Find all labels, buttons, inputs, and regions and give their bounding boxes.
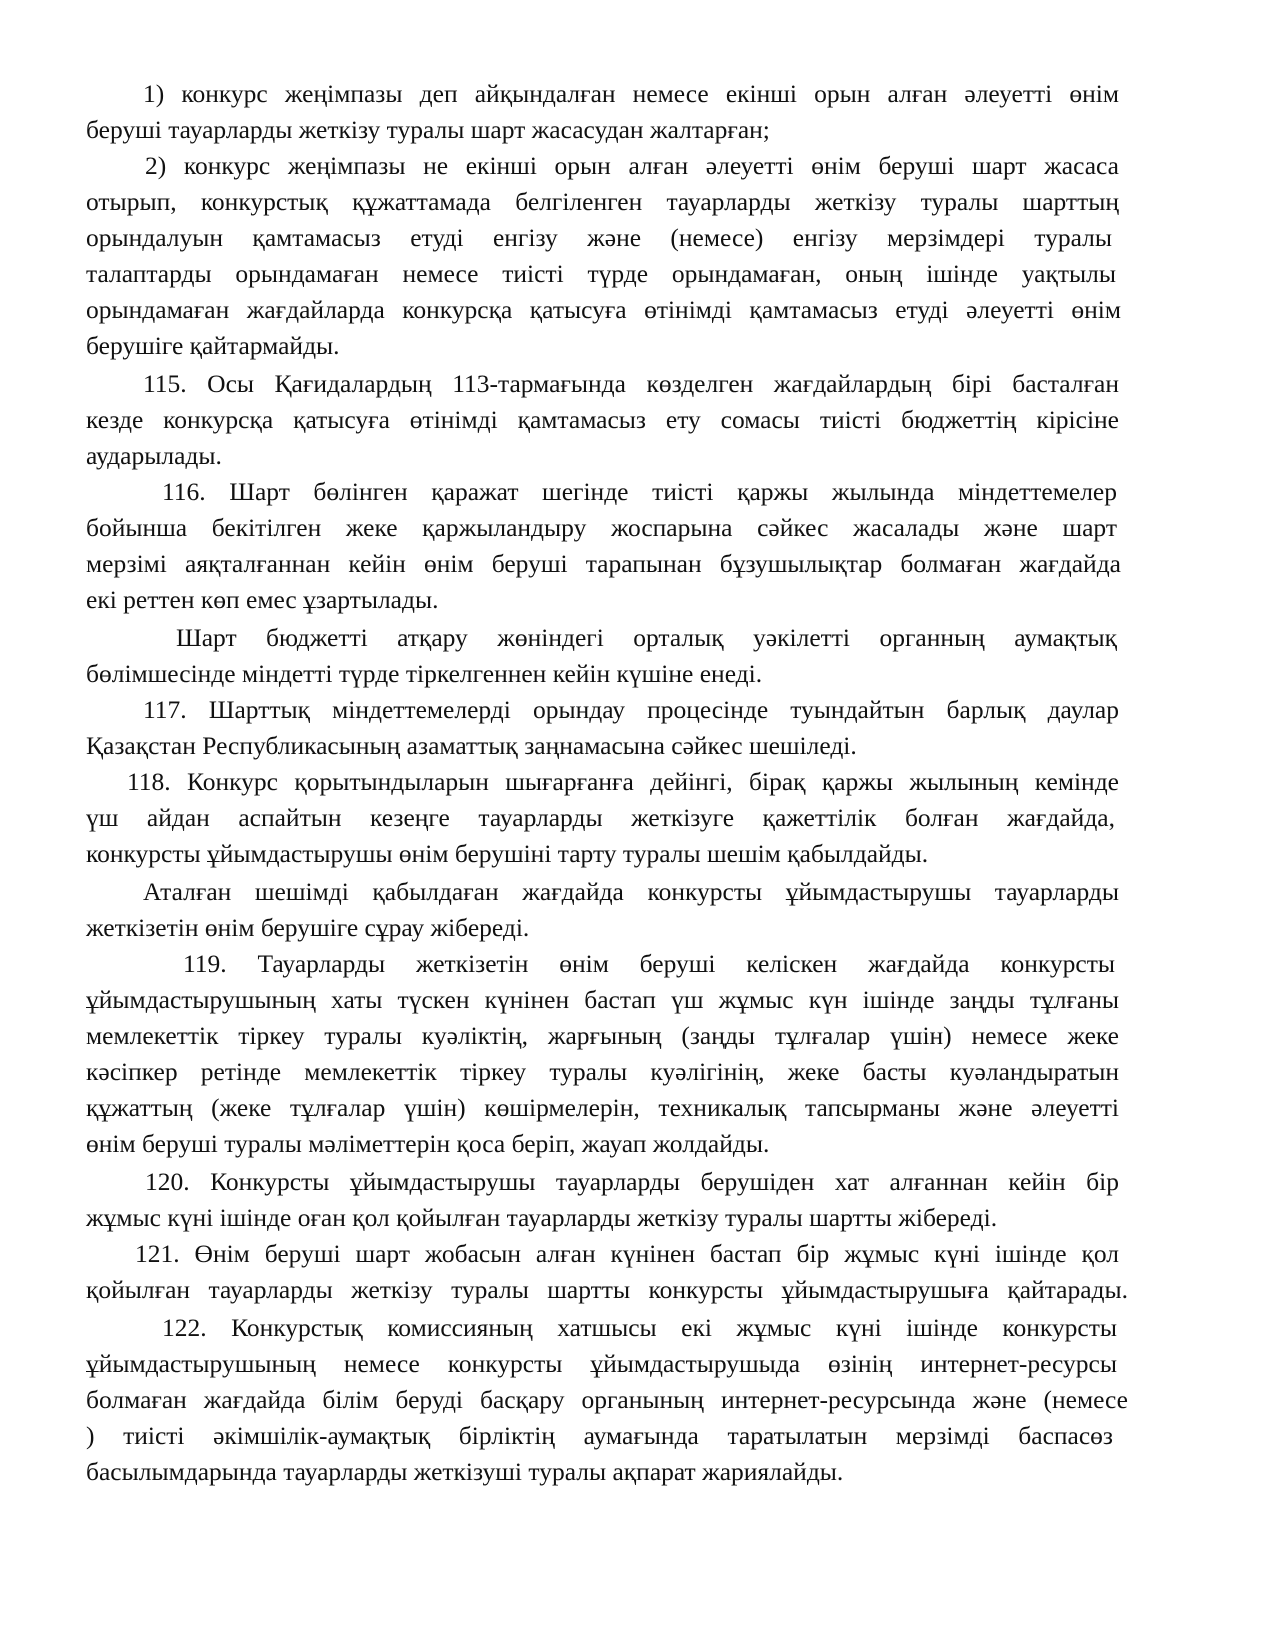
clause-116b-line-1: Шарт бюджетті атқару жөніндегі орталық уәкілетті органның аумақтық (176, 623, 1117, 652)
clause-121-line-2: қойылған тауарларды жеткізу туралы шартты конкурсты ұйымдастырушыға қайтарады. (86, 1275, 1128, 1304)
clause-122-line-3: болмаған жағдайда білім беруді басқару органының интернет-ресурсында және (немесе (86, 1385, 1128, 1414)
clause-122-line-2: ұйымдастырушының немесе конкурсты ұйымдастырушыда өзінің интернет-ресурсы (86, 1349, 1117, 1378)
clause-116b-line-2: бөлімшесінде міндетті түрде тіркелгеннен кейін күшіне енеді. (86, 659, 763, 688)
clause-118b-line-1: Аталған шешімді қабылдаған жағдайда конкурсты ұйымдастырушы тауарларды (143, 877, 1119, 906)
item-1-line-1: 1) конкурс жеңімпазы деп айқындалған немесе екінші орын алған әлеуетті өнім (143, 79, 1119, 108)
clause-116-line-2: бойынша бекітілген жеке қаржыландыру жоспарына сәйкес жасалады және шарт (86, 513, 1117, 542)
clause-118-line-3: конкурсты ұйымдастырушы өнім берушіні тарту туралы шешім қабылдайды. (86, 839, 929, 868)
clause-122-line-5: басылымдарында тауарларды жеткізуші туралы ақпарат жариялайды. (86, 1457, 844, 1486)
clause-116-line-3: мерзімі аяқталғаннан кейін өнім беруші тарапынан бұзушылықтар болмаған жағдайда (86, 549, 1121, 578)
item-2-line-5: орындамаған жағдайларда конкурсқа қатысуға өтінімді қамтамасыз етуді әлеуетті өнім (86, 295, 1121, 324)
clause-116-line-4: екі реттен көп емес ұзартылады. (86, 585, 439, 614)
clause-118-line-2: үш айдан аспайтын кезеңге тауарларды жеткізуге қажеттілік болған жағдайда, (86, 803, 1115, 832)
item-2-line-4: талаптарды орындамаған немесе тиісті түрде орындамаған, оның ішінде уақтылы (86, 259, 1116, 288)
clause-117-line-1: 117. Шарттық міндеттемелерді орындау процесінде туындайтын барлық даулар (143, 695, 1119, 724)
clause-119-line-6: өнім беруші туралы мәліметтерін қоса беріп, жауап жолдайды. (86, 1129, 770, 1158)
clause-120-line-2: жұмыс күні ішінде оған қол қойылған тауарларды жеткізу туралы шартты жібереді. (86, 1203, 998, 1232)
clause-122-line-1: 122. Конкурстық комиссияның хатшысы екі жұмыс күні ішінде конкурсты (162, 1313, 1117, 1342)
clause-122-line-4: ) тиісті әкімшілік-аумақтық бірліктің аумағында таратылатын мерзімді баспасөз (86, 1421, 1113, 1450)
clause-120-line-1: 120. Конкурсты ұйымдастырушы тауарларды берушіден хат алғаннан кейін бір (145, 1167, 1119, 1196)
clause-119-line-5: құжаттың (жеке тұлғалар үшін) көшірмелерін, техникалық тапсырманы және әлеуетті (86, 1093, 1119, 1122)
clause-118b-line-2: жеткізетін өнім берушіге сұрау жібереді. (86, 913, 530, 942)
item-2-line-3: орындалуын қамтамасыз етуді енгізу және (немесе) енгізу мерзімдері туралы (86, 223, 1112, 252)
clause-119-line-1: 119. Тауарларды жеткізетін өнім беруші келіскен жағдайда конкурсты (183, 949, 1115, 978)
clause-119-line-2: ұйымдастырушының хаты түскен күнінен бастап үш жұмыс күн ішінде заңды тұлғаны (86, 985, 1119, 1014)
item-1-line-2: беруші тауарларды жеткізу туралы шарт жасасудан жалтарған; (86, 115, 770, 144)
clause-115-line-3: аударылады. (86, 441, 222, 470)
item-2-line-2: отырып, конкурстық құжаттамада белгіленген тауарларды жеткізу туралы шарттың (86, 187, 1119, 216)
clause-121-line-1: 121. Өнім беруші шарт жобасын алған күнінен бастап бір жұмыс күні ішінде қол (135, 1239, 1119, 1268)
clause-119-line-3: мемлекеттік тіркеу туралы куәліктің, жарғының (заңды тұлғалар үшін) немесе жеке (86, 1021, 1119, 1050)
clause-118-line-1: 118. Конкурс қорытындыларын шығарғанға дейінгі, бірақ қаржы жылының кемінде (127, 767, 1119, 796)
clause-115-line-1: 115. Осы Қағидалардың 113-тармағында көзделген жағдайлардың бірі басталған (143, 369, 1119, 398)
clause-116-line-1: 116. Шарт бөлінген қаражат шегінде тиісті қаржы жылында міндеттемелер (162, 477, 1117, 506)
item-2-line-1: 2) конкурс жеңімпазы не екінші орын алған әлеуетті өнім беруші шарт жасаса (145, 151, 1119, 180)
clause-119-line-4: кәсіпкер ретінде мемлекеттік тіркеу туралы куәлігінің, жеке басты куәландыратын (86, 1057, 1119, 1086)
clause-117-line-2: Қазақстан Республикасының азаматтық заңнамасына сәйкес шешіледі. (86, 731, 857, 760)
item-2-line-6: берушіге қайтармайды. (86, 331, 340, 360)
clause-115-line-2: кезде конкурсқа қатысуға өтінімді қамтамасыз ету сомасы тиісті бюджеттің кірісіне (86, 405, 1119, 434)
